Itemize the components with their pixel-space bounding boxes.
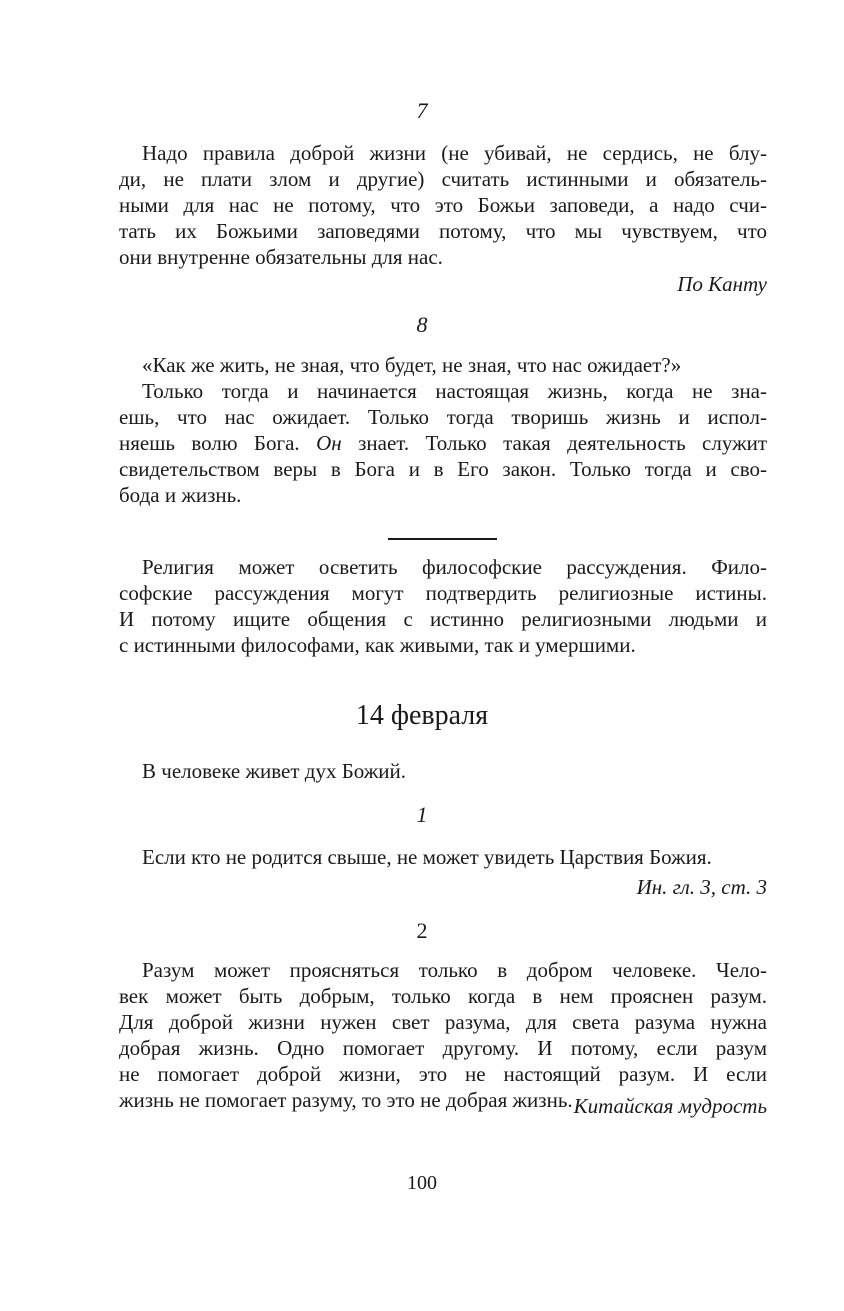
section-number: 1 [416, 802, 428, 827]
text-line: свидетельством веры в Бога и в Его закон. Только тогда и сво- [119, 457, 767, 481]
text-line: век может быть добрым, только когда в нем прояснен разум. [119, 984, 767, 1008]
text-line: В человеке живет дух Божий. [142, 759, 406, 783]
section-number: 7 [416, 98, 428, 123]
text-line: софские рассуждения могут подтвердить религиозные истины. [119, 581, 767, 605]
text-line: не помогает доброй жизни, это не настоящий разум. И если [119, 1062, 767, 1086]
day-theme [119, 758, 767, 784]
text-line: бода и жизнь. [119, 483, 242, 507]
day-heading: 14 февраля [355, 700, 489, 731]
text-line: с истинными философами, как живыми, так и умершими. [119, 633, 636, 657]
divider [388, 538, 497, 540]
text-line: добрая жизнь. Одно помогает другому. И потому, если разум [119, 1036, 767, 1060]
text-line: ешь, что нас ожидает. Только тогда творишь жизнь и испол- [119, 405, 767, 429]
text-line: тать их Божьими заповедями потому, что мы чувствуем, что [119, 219, 767, 243]
text-line: Для доброй жизни нужен свет разума, для света разума нужна [119, 1010, 767, 1034]
text-line [119, 430, 767, 456]
attribution: По Канту [677, 272, 767, 296]
paragraph [119, 352, 767, 508]
paragraph [119, 957, 767, 1113]
text-line: Разум может проясняться только в добром человеке. Чело- [142, 958, 767, 982]
text-line: ными для нас не потому, что это Божьи заповеди, а надо счи- [119, 193, 767, 217]
quote-line: «Как же жить, не зная, что будет, не зная, что нас ожидает?» [142, 353, 682, 377]
text-fragment: няешь волю Бога. [119, 431, 317, 455]
italic-word: Он [316, 431, 342, 455]
text-line: Только тогда и начинается настоящая жизнь, когда не зна- [142, 379, 767, 403]
paragraph [119, 844, 767, 870]
paragraph [119, 140, 767, 270]
text-line: жизнь не помогает разуму, то это не добрая жизнь. [119, 1088, 573, 1112]
text-line: они внутренне обязательны для нас. [119, 245, 443, 269]
text-line: Надо правила доброй жизни (не убивай, не сердись, не блу- [142, 141, 767, 165]
attribution: Китайская мудрость [573, 1094, 767, 1118]
text-line: Если кто не родится свыше, не может увидеть Царствия Божия. [142, 845, 712, 869]
text-line: ди, не плати злом и другие) считать истинными и обязатель- [119, 167, 767, 191]
page-number: 100 [407, 1172, 437, 1194]
text-line: Религия может осветить философские рассуждения. Фило- [142, 555, 767, 579]
text-line: И потому ищите общения с истинно религиозными людьми и [119, 607, 767, 631]
paragraph [119, 554, 767, 658]
text-fragment: знает. Только такая деятельность служит [341, 431, 768, 455]
attribution: Ин. гл. 3, ст. 3 [636, 875, 767, 899]
section-number: 2 [416, 918, 428, 943]
section-number: 8 [416, 312, 428, 337]
